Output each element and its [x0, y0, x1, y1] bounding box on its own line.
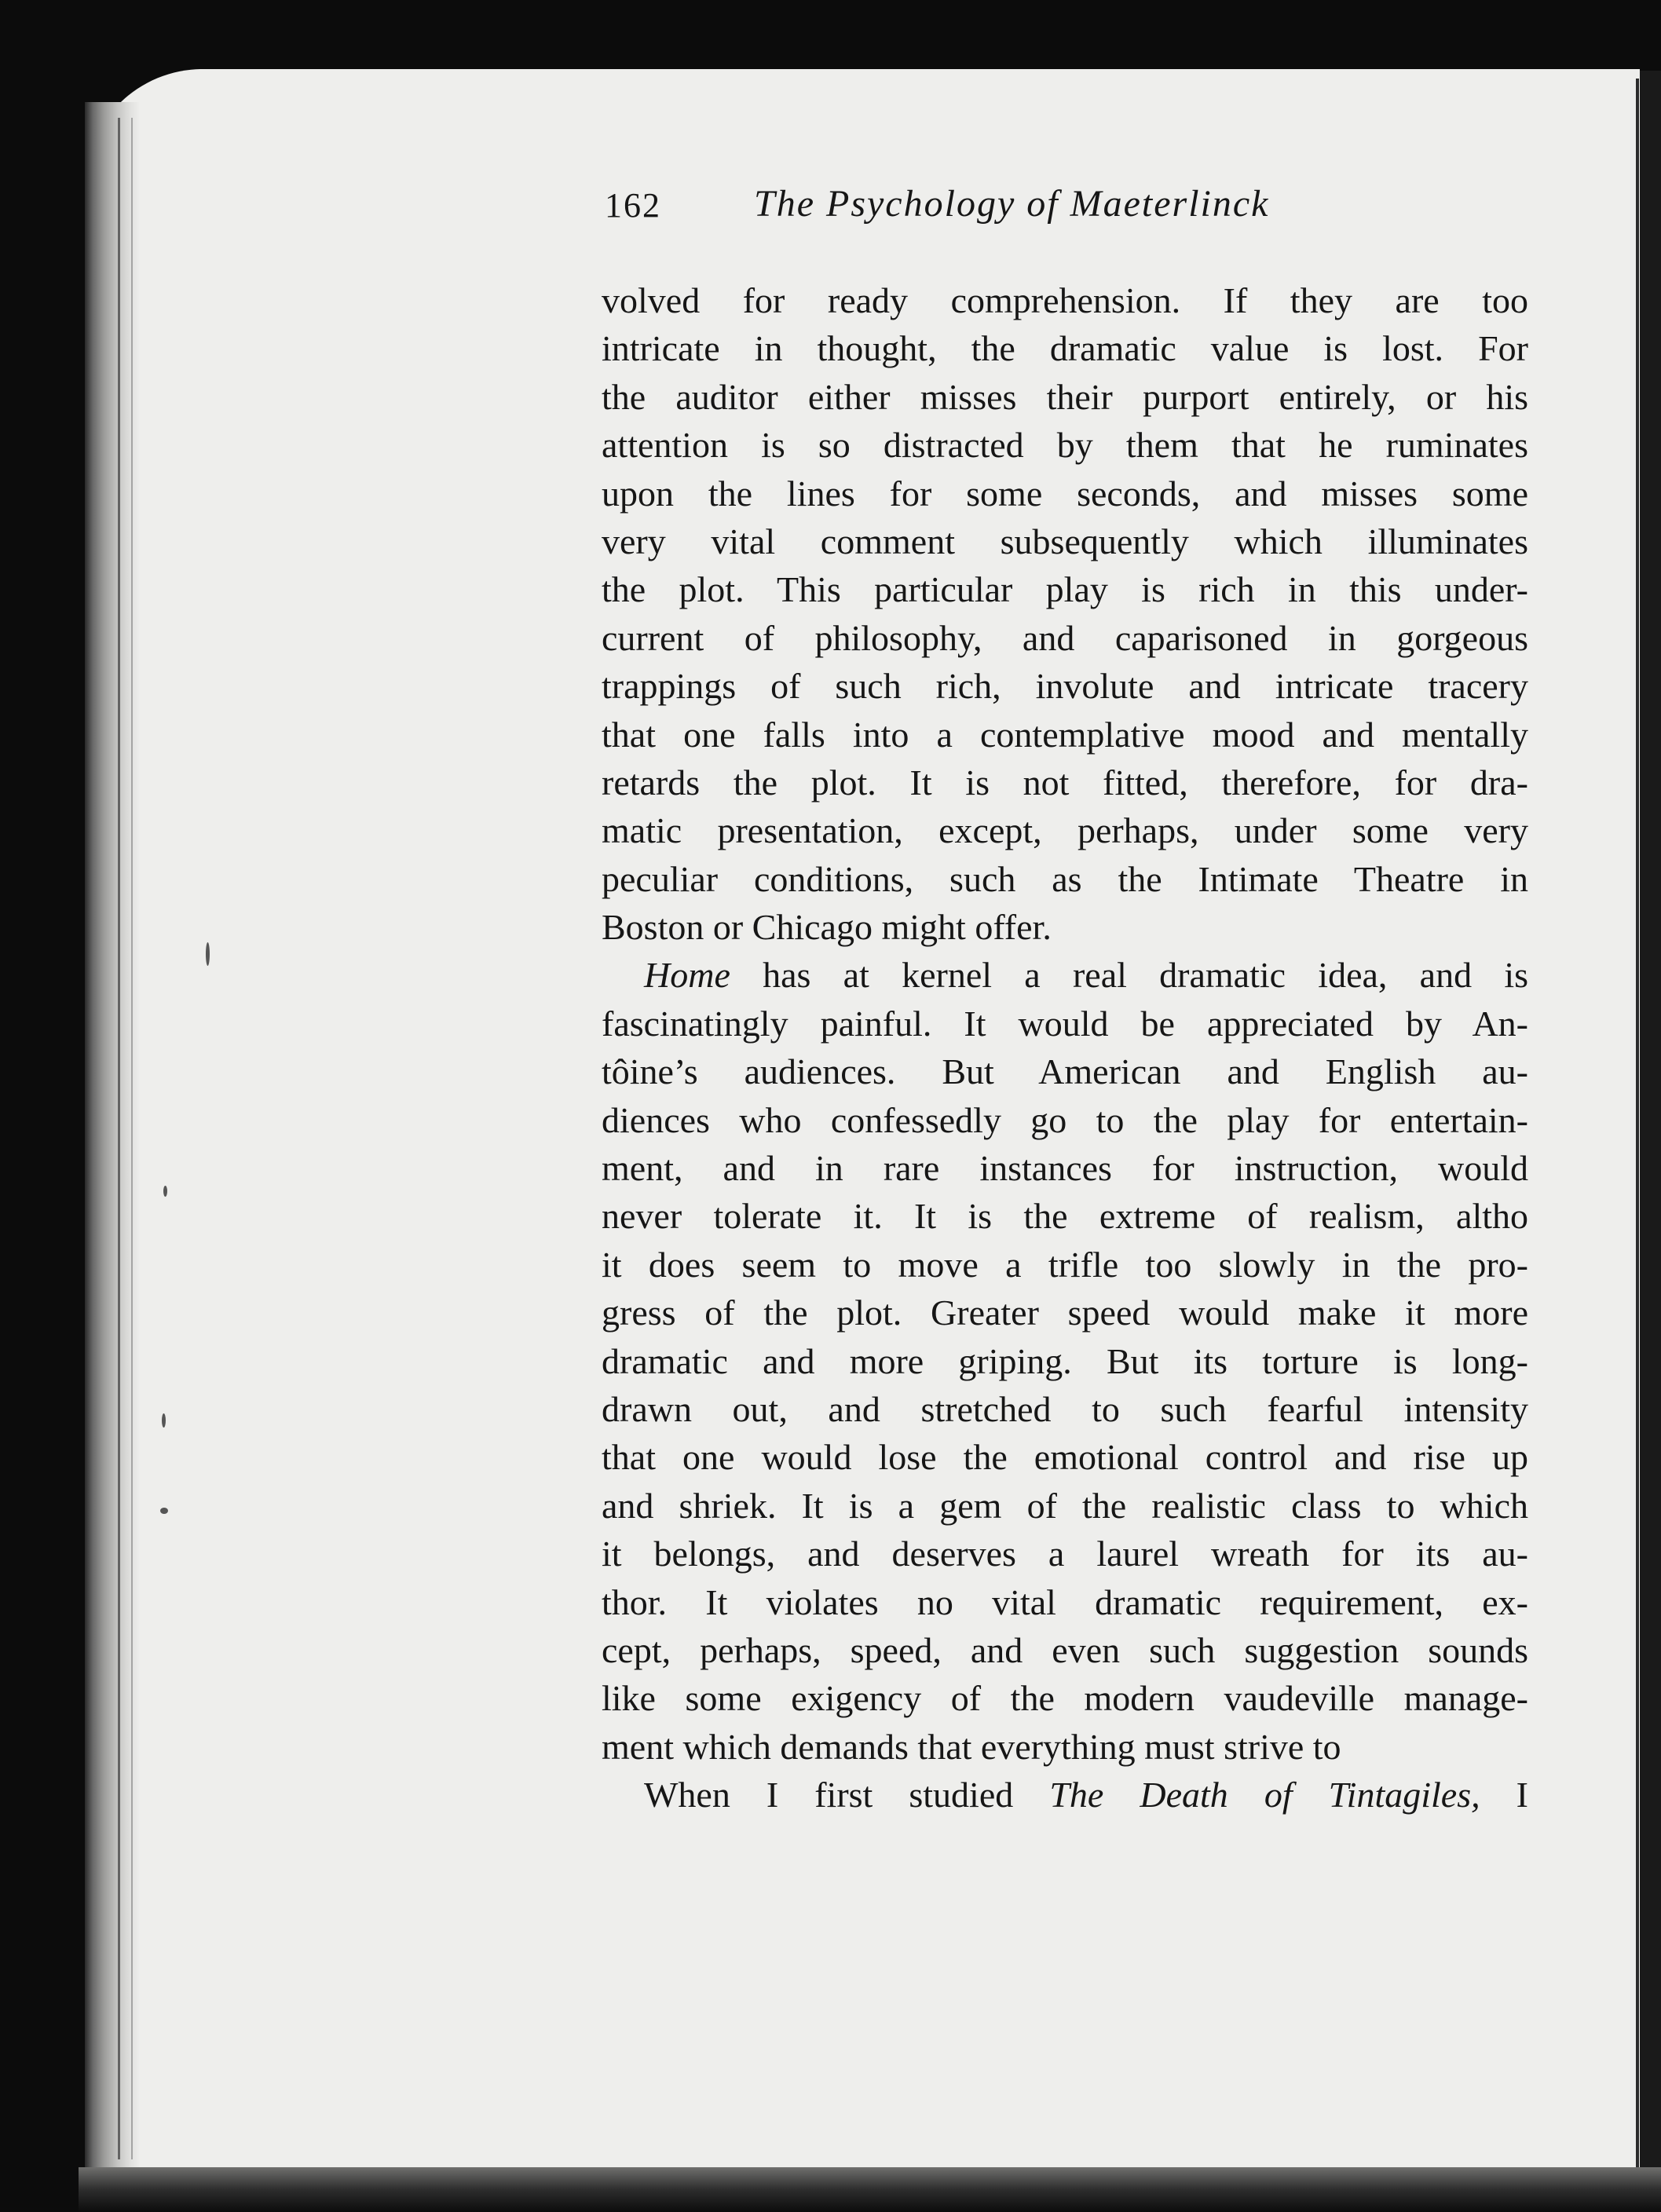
paragraph-first-line — [602, 1771, 1528, 1819]
text-line: thor. It violates no vital dramatic requirement, ex- — [602, 1581, 1528, 1622]
text-line: the plot. This particular play is rich in this under- — [602, 569, 1528, 610]
scan-speck — [160, 1508, 168, 1514]
text-line: dramatic and more griping. But its torture is long- — [602, 1340, 1528, 1381]
text-line: never tolerate it. It is the extreme of realism, altho — [602, 1196, 1528, 1237]
text-line: very vital comment subsequently which illuminates — [602, 521, 1528, 561]
text-line: peculiar conditions, such as the Intimate Theatre in — [602, 858, 1528, 899]
scan-speck — [163, 1186, 167, 1197]
text-run: I — [1480, 1775, 1528, 1815]
text-line: current of philosophy, and caparisoned in gorgeous — [602, 617, 1528, 658]
paragraph-first-line — [602, 951, 1528, 999]
gutter-binding — [118, 118, 133, 2159]
page-number: 162 — [605, 186, 661, 225]
text-line: volved for ready comprehension. If they are too — [602, 280, 1528, 320]
text-line: ment, and in rare instances for instruction, would — [602, 1148, 1528, 1189]
text-line: the auditor either misses their purport entirely, or his — [602, 376, 1528, 417]
text-line: fascinatingly painful. It would be appreciated by An- — [602, 1003, 1528, 1044]
italic-title: Home — [644, 955, 730, 996]
text-line: diences who confessedly go to the play for entertain- — [602, 1099, 1528, 1140]
scan-speck — [206, 942, 210, 966]
page-header — [605, 179, 1539, 242]
text-line: gress of the plot. Greater speed would make it more — [602, 1292, 1528, 1333]
text-line: drawn out, and stretched to such fearful intensity — [602, 1388, 1528, 1429]
text-line: upon the lines for some seconds, and misses some — [602, 473, 1528, 514]
text-run: has at kernel a real dramatic idea, and is — [730, 955, 1528, 996]
text-line: Boston or Chicago might offer. — [602, 907, 1052, 948]
scan-bottom-edge — [79, 2167, 1661, 2212]
text-run: When I first studied — [644, 1775, 1050, 1815]
text-line: it does seem to move a trifle too slowly in the pro- — [602, 1244, 1528, 1285]
text-line: cept, perhaps, speed, and even such suggestion sounds — [602, 1629, 1528, 1670]
text-line: attention is so distracted by them that he ruminates — [602, 425, 1528, 466]
text-line: trappings of such rich, involute and intricate tracery — [602, 666, 1528, 707]
page-right-border — [1636, 79, 1639, 2183]
text-line: retards the plot. It is not fitted, therefore, for dra- — [602, 762, 1528, 803]
text-line: that one would lose the emotional control and rise up — [602, 1437, 1528, 1478]
running-title: The Psychology of Maeterlinck — [754, 183, 1270, 225]
body-text — [602, 276, 1528, 1819]
text-line: it belongs, and deserves a laurel wreath for its au- — [602, 1534, 1528, 1574]
text-line: that one falls into a contemplative mood and mentally — [602, 714, 1528, 755]
text-line: intricate in thought, the dramatic value is lost. For — [602, 328, 1528, 369]
text-line: and shriek. It is a gem of the realistic class to which — [602, 1485, 1528, 1526]
text-line: ment which demands that everything must strive to — [602, 1726, 1341, 1767]
italic-title: The Death of Tintagiles, — [1049, 1775, 1480, 1815]
text-line: tôine’s audiences. But American and English au- — [602, 1051, 1528, 1092]
scan-right-edge — [1640, 71, 1661, 2191]
scan-speck — [162, 1413, 166, 1428]
text-line: matic presentation, except, perhaps, under some very — [602, 810, 1528, 851]
text-line: like some exigency of the modern vaudeville manage- — [602, 1678, 1528, 1719]
